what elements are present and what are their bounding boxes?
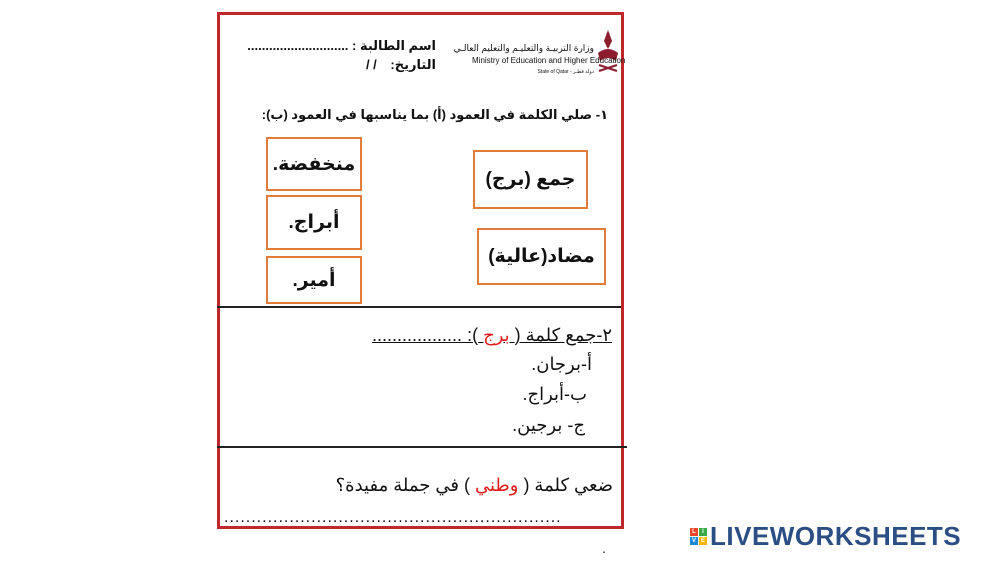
question-2-answer-blank[interactable]: ..................: [372, 325, 463, 345]
liveworksheets-brand-text: LIVEWORKSHEETS: [710, 521, 962, 551]
ministry-name-arabic: وزارة التربيـة والتعليـم والتعليم العالـي: [453, 43, 594, 53]
question-3-title: [300, 475, 613, 496]
question-3-suffix: ) في جملة مفيدة؟: [335, 475, 470, 495]
liveworksheets-logo: [690, 521, 961, 552]
student-name-label: اسم الطالبة :: [352, 38, 436, 53]
student-name-field[interactable]: ............................: [247, 38, 349, 53]
student-name-row: [240, 38, 436, 54]
column-b-item-1[interactable]: منخفضة.: [266, 137, 362, 191]
column-a-item-2[interactable]: مضاد(عالية): [477, 228, 606, 285]
logo-letter-e: E: [700, 538, 705, 544]
trailing-dot: .: [602, 540, 606, 556]
column-b-item-2[interactable]: أبراج.: [266, 195, 362, 250]
date-field[interactable]: / /: [365, 57, 377, 72]
date-row: [310, 57, 436, 73]
logo-letter-l: L: [690, 528, 698, 536]
question-2-title: [304, 325, 612, 346]
question-2-suffix: ):: [467, 325, 479, 345]
question-2-word: برج: [478, 325, 515, 345]
question-2-prefix: ٢-جمع كلمة (: [514, 325, 612, 345]
column-a-item-1[interactable]: جمع (برج): [473, 150, 588, 209]
state-of-qatar-line: State of Qatar - دولة قطـر: [537, 69, 594, 75]
worksheet-frame: [217, 12, 624, 529]
ministry-name-english: Ministry of Education and Higher Education: [472, 56, 626, 65]
question-1-title: ١- صلي الكلمة في العمود (أ) بما يناسبها في العمود (ب):: [261, 107, 608, 122]
question-2-option-a[interactable]: أ-برجان.: [531, 354, 592, 374]
date-label: التاريخ:: [390, 57, 436, 72]
liveworksheets-icon: [690, 528, 707, 545]
question-3-word: وطني: [469, 475, 524, 495]
question-2-option-c[interactable]: ج- برجين.: [512, 415, 585, 435]
question-3-answer-line[interactable]: ..............................................................: [224, 509, 562, 526]
logo-letter-i: I: [699, 528, 707, 536]
section-divider-2: [217, 446, 627, 448]
question-3-prefix: ضعي كلمة (: [523, 475, 613, 495]
section-divider-1: [217, 306, 621, 308]
question-2-option-b[interactable]: ب-أبراج.: [522, 384, 587, 404]
ministry-emblem-icon: [594, 27, 622, 75]
logo-letter-v: V: [691, 538, 696, 544]
column-b-item-3[interactable]: أمير.: [266, 256, 362, 304]
